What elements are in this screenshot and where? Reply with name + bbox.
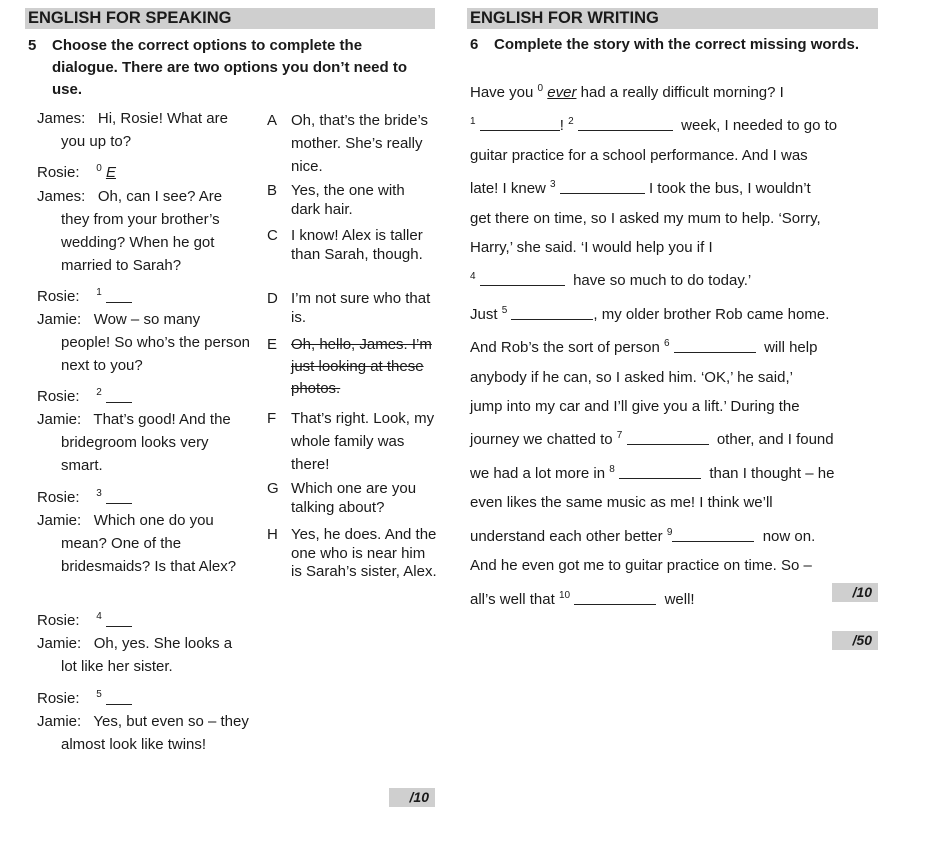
speaker: Rosie: <box>37 612 80 629</box>
writing-score: /10 <box>832 583 878 602</box>
task-number: 5 <box>28 37 37 54</box>
answer-blank[interactable] <box>578 115 673 131</box>
answer-blank[interactable] <box>619 463 701 479</box>
dialogue-line <box>37 683 252 710</box>
option-f <box>267 407 437 476</box>
dialogue-line <box>37 308 252 377</box>
story-line: Harry,’ she said. ‘I would help you if I <box>470 239 713 257</box>
option-text: Yes, he does. And the one who is near him is Sarah’s sister, Alex. <box>291 526 437 580</box>
speaker: Rosie: <box>37 164 80 181</box>
gap-number: 0 <box>96 163 102 174</box>
dialogue-line <box>37 381 252 408</box>
option-letter: C <box>267 227 278 244</box>
option-letter: G <box>267 480 279 497</box>
line-text: Oh, can I see? Are they from your brother’s wedding? When he got married to Sarah? <box>61 188 223 274</box>
option-letter: E <box>267 336 278 353</box>
option-text: Which one are you talking about? <box>291 480 417 516</box>
option-text-used: Oh, hello, James. I’m just looking at these photos. <box>291 336 432 397</box>
option-text: Yes, the one with dark hair. <box>291 182 405 218</box>
story-line: And Rob’s the sort of person $^6$ will help <box>470 338 818 357</box>
speaking-header: ENGLISH FOR SPEAKING <box>25 8 435 29</box>
option-text: That’s right. Look, my whole family was there! <box>291 410 435 473</box>
dialogue-line <box>37 157 252 184</box>
story-line: jump into my car and I’ll give you a lift.’ During the <box>470 398 800 416</box>
option-h <box>267 526 437 582</box>
option-text: I’m not sure who that is. <box>291 290 431 326</box>
story-line: get there on time, so I asked my mum to help. ‘Sorry, <box>470 209 821 227</box>
speaker: Rosie: <box>37 690 80 707</box>
option-b <box>267 182 437 219</box>
answer-blank[interactable] <box>674 337 756 353</box>
speaker: Jamie: <box>37 713 82 730</box>
answer-blank[interactable] <box>106 690 132 705</box>
answer-blank[interactable] <box>106 388 132 403</box>
option-c <box>267 227 437 264</box>
line-text: Wow – so many people! So who’s the person next to you? <box>61 311 251 374</box>
story-line: $^1$ ! $^2$ week, I needed to go to <box>470 116 838 135</box>
dialogue-line <box>37 632 252 678</box>
option-d <box>267 290 437 327</box>
answer-blank[interactable] <box>480 115 560 131</box>
story-line: Have you $^0$ ever had a really difficult morning? I <box>470 83 784 101</box>
task-5-instruction <box>28 35 428 101</box>
line-text: Oh, yes. She looks a lot like her sister. <box>61 635 233 675</box>
story-line: journey we chatted to $^7$ other, and I found <box>470 430 834 449</box>
task-number: 6 <box>470 36 479 53</box>
story-line: guitar practice for a school performance. And I was <box>470 146 808 164</box>
option-letter: A <box>267 112 278 129</box>
total-score: /50 <box>832 631 878 650</box>
option-text: I know! Alex is taller than Sarah, though. <box>291 227 423 263</box>
answer-blank[interactable] <box>480 270 565 286</box>
answer-blank[interactable] <box>511 304 593 320</box>
speaker: Rosie: <box>37 288 80 305</box>
speaker: Jamie: <box>37 411 82 428</box>
speaking-score: /10 <box>389 788 435 807</box>
option-letter: H <box>267 526 278 543</box>
story-line: anybody if he can, so I asked him. ‘OK,’ he said,’ <box>470 368 793 386</box>
gap-number: 4 <box>96 611 102 622</box>
story-line: $^4$ have so much to do today.’ <box>470 271 752 290</box>
dialogue-line <box>37 710 252 756</box>
speaker: Rosie: <box>37 388 80 405</box>
answer-blank[interactable] <box>106 489 132 504</box>
dialogue-line <box>37 281 252 308</box>
gap-number: 1 <box>96 287 102 298</box>
story-line: understand each other better $^9$ now on. <box>470 526 816 545</box>
instruction-text: Choose the correct options to complete the dialogue. There are two options you don’t need to use. <box>52 37 408 98</box>
answer-blank[interactable] <box>627 429 709 445</box>
answer-blank[interactable] <box>672 526 754 542</box>
task-6-instruction <box>470 35 870 54</box>
gap-number: 2 <box>96 387 102 398</box>
answer-blank[interactable] <box>106 612 132 627</box>
option-g <box>267 480 437 517</box>
speaker: Jamie: <box>37 635 82 652</box>
instruction-text: Complete the story with the correct missing words. <box>494 36 860 53</box>
example-answer: E <box>105 164 116 181</box>
option-letter: B <box>267 182 278 199</box>
story-line: Just $^5$ , my older brother Rob came home. <box>470 304 830 323</box>
speaker: Jamie: <box>37 311 82 328</box>
dialogue-line <box>37 482 252 509</box>
line-text: Hi, Rosie! What are you up to? <box>61 110 228 150</box>
option-letter: D <box>267 290 278 307</box>
story-line: late! I knew $^3$ I took the bus, I wouldn’t <box>470 179 811 198</box>
line-text: Which one do you mean? One of the bridesmaids? Is that Alex? <box>61 512 237 575</box>
answer-blank[interactable] <box>574 589 656 605</box>
speaker: James: <box>37 188 86 205</box>
story-line: we had a lot more in $^8$ than I thought – he <box>470 463 835 482</box>
story-line: all’s well that $^{10}$ well! <box>470 589 695 608</box>
line-text: That’s good! And the bridegroom looks very smart. <box>61 411 231 474</box>
option-letter: F <box>267 410 277 427</box>
line-text: Yes, but even so – they almost look like twins! <box>61 713 249 753</box>
story-line: And he even got me to guitar practice on time. So – <box>470 557 812 575</box>
speaker: James: <box>37 110 86 127</box>
speaker: Jamie: <box>37 512 82 529</box>
gap-number: 5 <box>96 689 102 700</box>
dialogue-line <box>37 605 252 632</box>
writing-header: ENGLISH FOR WRITING <box>467 8 878 29</box>
option-a <box>267 109 437 178</box>
option-e <box>267 334 437 400</box>
dialogue-line <box>37 107 252 153</box>
gap-number: 3 <box>96 488 102 499</box>
option-text: Oh, that’s the bride’s mother. She’s really nice. <box>291 112 429 175</box>
answer-blank[interactable] <box>106 288 132 303</box>
speaker: Rosie: <box>37 489 80 506</box>
answer-blank[interactable] <box>560 178 645 194</box>
dialogue-line <box>37 185 252 277</box>
dialogue-line <box>37 509 252 578</box>
story-text <box>470 74 885 614</box>
story-line: even likes the same music as me! I think we’ll <box>470 494 773 512</box>
dialogue-line <box>37 408 252 477</box>
